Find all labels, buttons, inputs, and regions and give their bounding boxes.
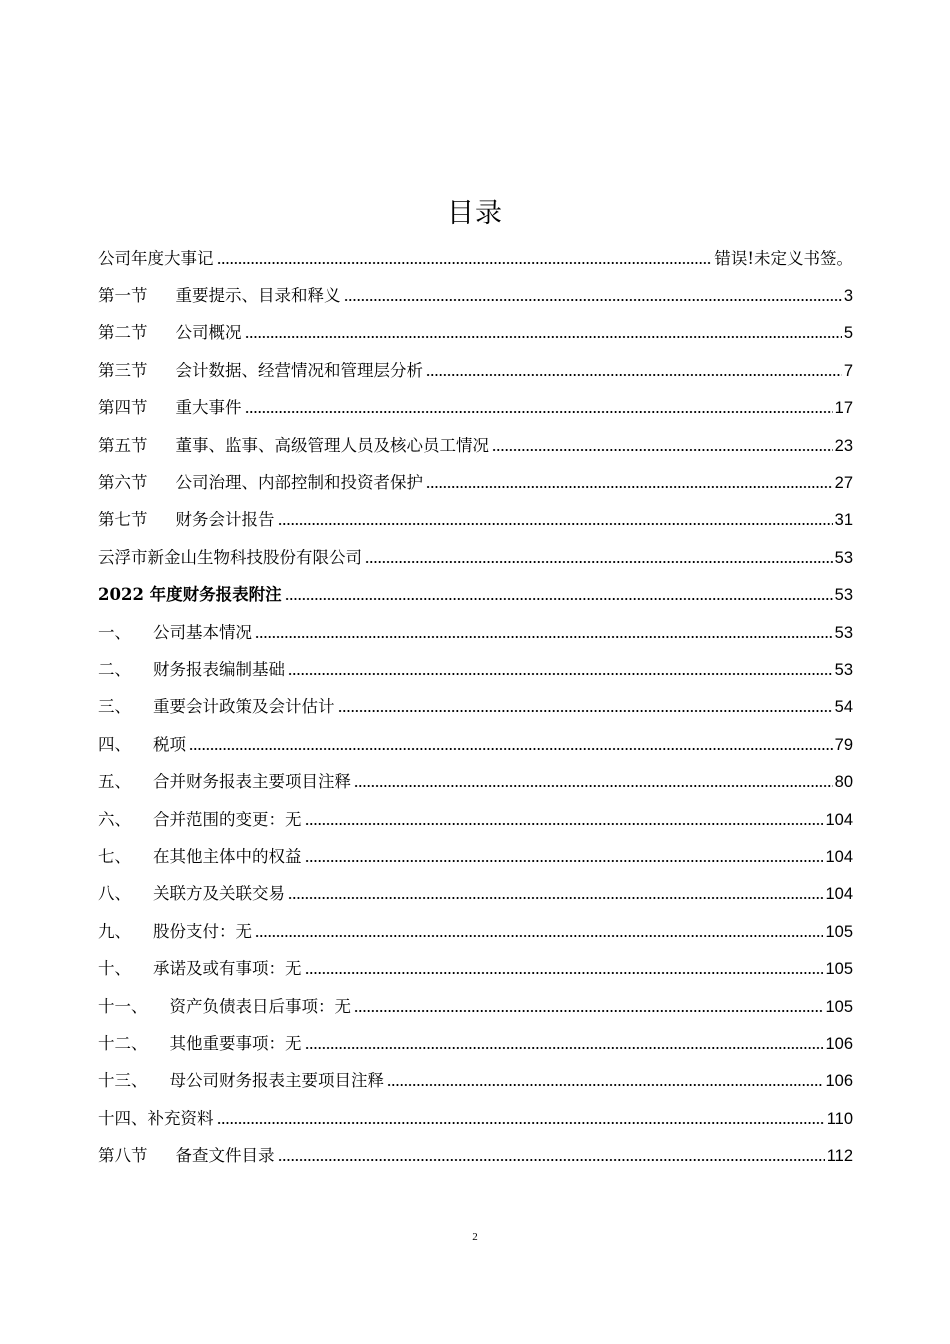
toc-dot-leader	[365, 560, 833, 564]
toc-entry-page: 105	[825, 960, 853, 979]
toc-entry-label	[98, 771, 351, 793]
toc-entry-text: 财务报表编制基础	[153, 659, 285, 679]
toc-entry-label	[98, 1145, 275, 1167]
toc-entry[interactable]	[98, 277, 853, 314]
toc-entry-number: 五、	[98, 772, 131, 792]
toc-dot-leader	[305, 859, 824, 863]
toc-entry-number: 八、	[98, 884, 131, 904]
toc-title: 目录	[447, 198, 503, 229]
toc-entry[interactable]	[98, 1137, 853, 1174]
toc-entry-number: 三、	[98, 697, 131, 717]
toc-entry-page: 106	[825, 1072, 853, 1091]
toc-entry-number: 十一、	[98, 996, 148, 1016]
toc-entry-page: 27	[834, 474, 853, 493]
toc-entry[interactable]	[98, 1063, 853, 1100]
toc-entry-text: 财务会计报告	[175, 510, 275, 530]
toc-dot-leader	[492, 448, 833, 452]
toc-entry-number: 六、	[98, 809, 131, 829]
toc-dot-leader	[189, 747, 833, 751]
toc-entry[interactable]	[98, 651, 853, 688]
toc-entry-label	[98, 809, 302, 831]
toc-entry-text: 会计数据、经营情况和管理层分析	[175, 360, 423, 380]
toc-entry[interactable]	[98, 913, 853, 950]
toc-entry-text: 其他重要事项：无	[169, 1033, 302, 1053]
toc-dot-leader	[288, 672, 833, 676]
toc-entry[interactable]	[98, 950, 853, 987]
toc-entry-page: 104	[825, 847, 853, 866]
toc-entry-text: 公司治理、内部控制和投资者保护	[175, 473, 423, 493]
toc-entry-text: 重大事件	[175, 398, 242, 418]
toc-dot-leader	[245, 335, 842, 339]
toc-entry-text: 备查文件目录	[175, 1146, 275, 1166]
toc-entry-text: 公司概况	[175, 323, 242, 343]
toc-entry[interactable]	[98, 726, 853, 763]
toc-entry-label	[98, 622, 252, 644]
toc-dot-leader	[305, 971, 824, 975]
toc-entry-label	[98, 696, 335, 718]
toc-entry-text: 关联方及关联交易	[153, 884, 285, 904]
toc-dot-leader	[338, 709, 833, 713]
toc-entry-page: 23	[834, 436, 853, 455]
toc-entry-label	[98, 547, 362, 569]
toc-entry[interactable]	[98, 390, 853, 427]
toc-dot-leader	[288, 896, 823, 900]
toc-entry-page: 53	[834, 623, 853, 642]
toc-entry-page: 7	[843, 361, 853, 380]
toc-entry-text: 重要提示、目录和释义	[175, 286, 341, 306]
toc-dot-leader	[217, 261, 713, 265]
toc-entry-page: 105	[825, 997, 853, 1016]
toc-entry[interactable]	[98, 464, 853, 501]
toc-entry-page: 112	[826, 1147, 853, 1166]
toc-entry-label	[98, 659, 285, 681]
toc-entry-number: 第二节	[98, 323, 148, 343]
toc-entry-page: 110	[826, 1109, 853, 1128]
toc-entry-label	[98, 734, 186, 756]
toc-entry-text: 股份支付：无	[153, 921, 252, 941]
toc-entry-text: 公司基本情况	[153, 622, 252, 642]
toc-entry-text: 税项	[153, 734, 186, 754]
toc-entry-label	[98, 921, 252, 943]
toc-entry[interactable]	[98, 614, 853, 651]
toc-list	[98, 240, 853, 1175]
toc-entry-page: 错误!未定义书签。	[714, 248, 853, 268]
toc-entry-page: 53	[834, 548, 853, 567]
toc-entry-number: 四、	[98, 734, 131, 754]
toc-entry-page: 104	[825, 885, 853, 904]
toc-entry-number: 第四节	[98, 398, 148, 418]
toc-entry[interactable]	[98, 838, 853, 875]
toc-entry-label	[98, 397, 242, 419]
toc-entry-text: 董事、监事、高级管理人员及核心员工情况	[175, 435, 489, 455]
toc-entry-text: 合并财务报表主要项目注释	[153, 772, 351, 792]
toc-dot-leader	[426, 485, 833, 489]
toc-entry-label	[98, 509, 275, 531]
toc-entry-label	[98, 435, 489, 457]
toc-entry[interactable]	[98, 689, 853, 726]
toc-entry-text: 承诺及或有事项：无	[153, 959, 302, 979]
toc-entry-label	[98, 846, 302, 868]
toc-entry[interactable]	[98, 1025, 853, 1062]
page-number: 2	[472, 1231, 478, 1243]
toc-entry[interactable]	[98, 502, 853, 539]
toc-entry-page: 31	[834, 511, 853, 530]
toc-entry-page: 3	[843, 287, 853, 306]
toc-dot-leader	[217, 1121, 825, 1125]
toc-dot-leader	[305, 1046, 824, 1050]
toc-dot-leader	[278, 1158, 825, 1162]
toc-entry-text: 在其他主体中的权益	[153, 846, 302, 866]
toc-entry-number: 十、	[98, 959, 131, 979]
toc-dot-leader	[255, 635, 833, 639]
toc-entry[interactable]	[98, 315, 853, 352]
toc-entry-number: 第三节	[98, 360, 148, 380]
toc-entry[interactable]	[98, 352, 853, 389]
toc-dot-leader	[245, 410, 833, 414]
toc-entry-text: 公司年度大事记	[98, 248, 214, 268]
toc-entry-number: 十三、	[98, 1071, 148, 1091]
toc-entry-page: 104	[825, 810, 853, 829]
toc-entry-label	[98, 584, 282, 606]
toc-entry[interactable]	[98, 876, 853, 913]
toc-dot-leader	[426, 373, 842, 377]
toc-entry-page: 53	[834, 586, 853, 605]
toc-entry-number: 七、	[98, 846, 131, 866]
toc-entry-label	[98, 472, 423, 494]
toc-entry[interactable]	[98, 988, 853, 1025]
toc-entry-number: 第八节	[98, 1146, 148, 1166]
toc-entry[interactable]	[98, 427, 853, 464]
toc-entry-label	[98, 958, 302, 980]
toc-entry-number: 第六节	[98, 473, 148, 493]
toc-entry-page: 17	[834, 399, 853, 418]
toc-dot-leader	[354, 1009, 823, 1013]
toc-entry-number: 十二、	[98, 1033, 148, 1053]
toc-dot-leader	[344, 298, 842, 302]
toc-entry-label	[98, 1033, 302, 1055]
toc-entry-label	[98, 322, 242, 344]
toc-entry-page: 80	[834, 773, 853, 792]
toc-entry-page: 105	[825, 922, 853, 941]
toc-entry-label	[98, 285, 341, 307]
toc-entry-text: 资产负债表日后事项：无	[169, 996, 351, 1016]
toc-entry-number: 第一节	[98, 286, 148, 306]
toc-dot-leader	[354, 784, 833, 788]
toc-entry-text: 母公司财务报表主要项目注释	[169, 1071, 384, 1091]
toc-entry-page: 106	[825, 1034, 853, 1053]
toc-entry[interactable]	[98, 240, 853, 277]
toc-entry-number: 第五节	[98, 435, 148, 455]
toc-dot-leader	[305, 822, 824, 826]
toc-dot-leader	[278, 522, 833, 526]
toc-entry-text: 合并范围的变更：无	[153, 809, 302, 829]
toc-entry-label	[98, 360, 423, 382]
toc-entry[interactable]	[98, 1100, 853, 1137]
toc-entry-page: 5	[843, 324, 853, 343]
toc-entry-number: 二、	[98, 659, 131, 679]
toc-entry-label	[98, 1108, 214, 1130]
toc-entry[interactable]	[98, 763, 853, 800]
toc-entry-label	[98, 883, 285, 905]
toc-dot-leader	[255, 934, 823, 938]
toc-entry[interactable]	[98, 801, 853, 838]
toc-entry-page: 53	[834, 660, 853, 679]
toc-entry-text: 重要会计政策及会计估计	[153, 697, 335, 717]
toc-entry[interactable]	[98, 577, 853, 614]
toc-entry-text: 十四、补充资料	[98, 1108, 214, 1128]
toc-entry-text: 2022 年度财务报表附注	[98, 585, 282, 605]
toc-dot-leader	[387, 1083, 823, 1087]
toc-entry-label	[98, 996, 351, 1018]
toc-entry-page: 54	[834, 698, 853, 717]
toc-entry-number: 九、	[98, 921, 131, 941]
toc-entry-label	[98, 248, 214, 270]
toc-entry[interactable]	[98, 539, 853, 576]
toc-entry-text: 云浮市新金山生物科技股份有限公司	[98, 547, 362, 567]
toc-dot-leader	[285, 597, 833, 601]
toc-entry-label	[98, 1070, 384, 1092]
toc-entry-page: 79	[834, 735, 853, 754]
toc-entry-number: 一、	[98, 622, 131, 642]
toc-entry-number: 第七节	[98, 510, 148, 530]
